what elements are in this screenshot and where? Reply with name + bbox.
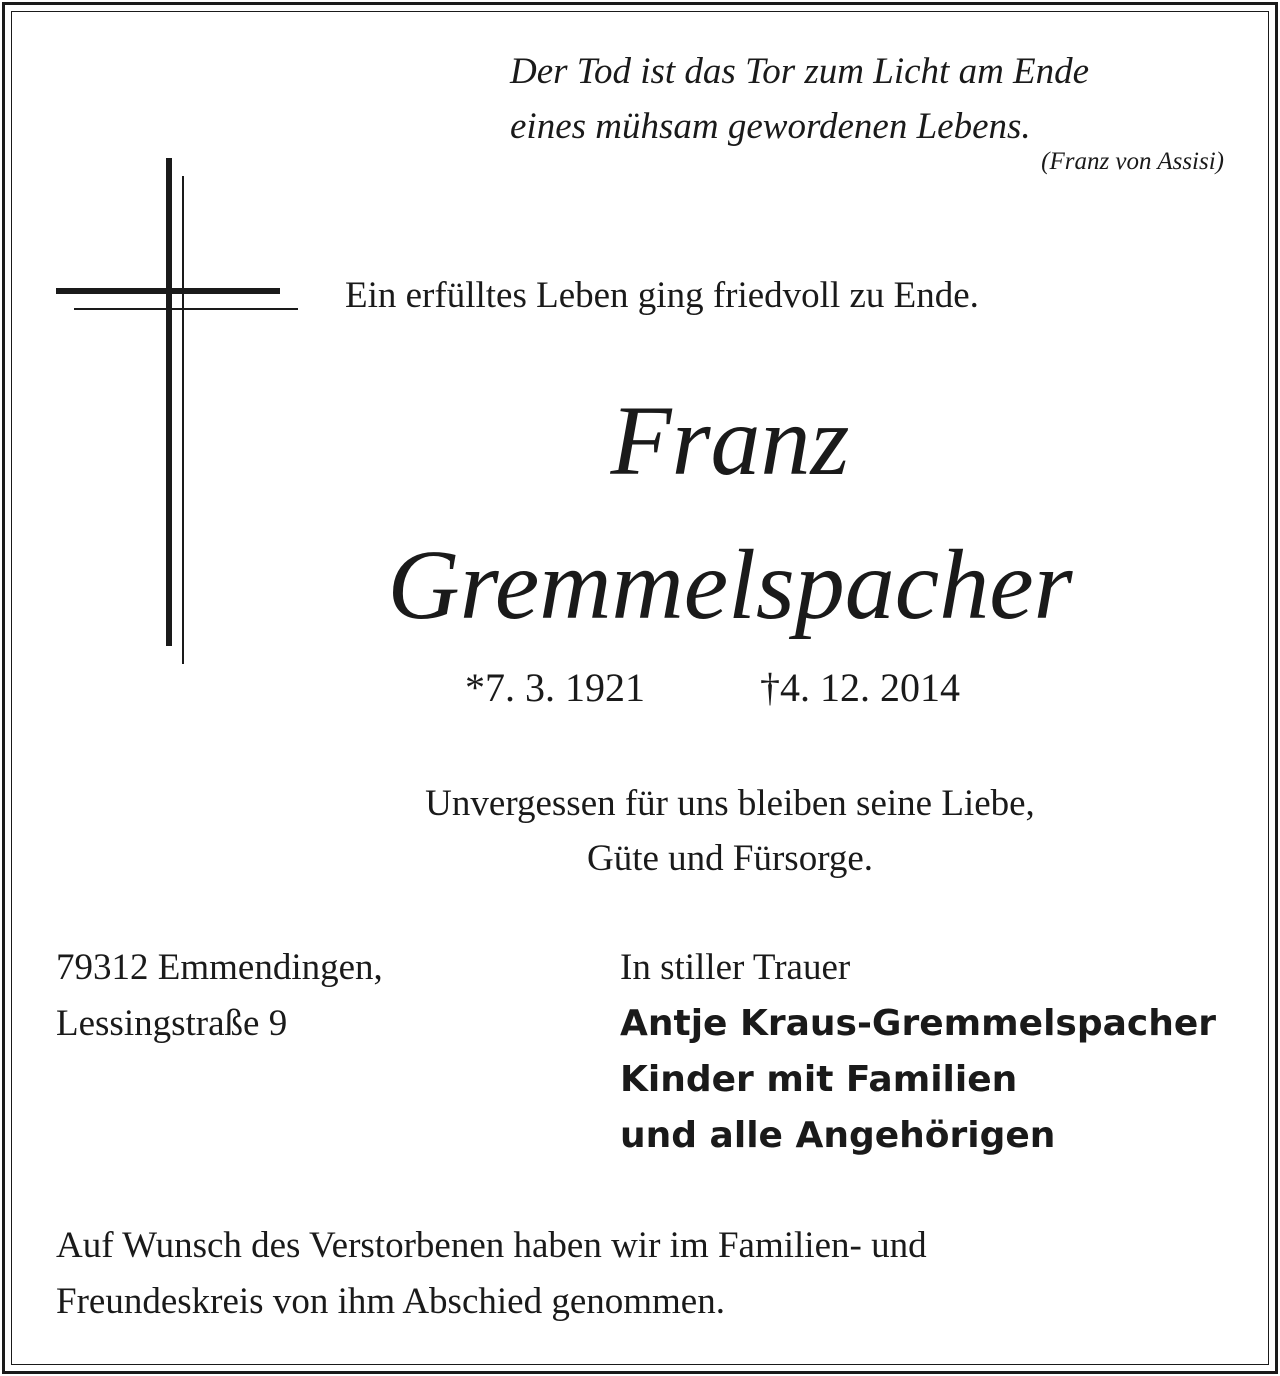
mourner-name-2: Kinder mit Familien — [620, 1059, 1018, 1100]
memory-text — [300, 776, 1160, 886]
cross-icon — [0, 0, 320, 680]
mourners-intro: In stiller Trauer — [620, 947, 851, 988]
closing-line-2: Freundeskreis von ihm Abschied genommen. — [56, 1281, 725, 1322]
quote-author: (Franz von Assisi) — [1041, 148, 1224, 175]
memory-line-2: Güte und Fürsorge. — [586, 838, 874, 879]
quote-line-1: Der Tod ist das Tor zum Licht am Ende — [510, 51, 1090, 92]
address-line-2: Lessingstraße 9 — [56, 1003, 288, 1044]
address — [56, 940, 383, 1052]
mourner-name-1: Antje Kraus-Gremmelspacher — [620, 1003, 1217, 1044]
closing-line-1: Auf Wunsch des Verstorbenen haben wir im Familien- und — [56, 1225, 927, 1266]
closing-text — [56, 1218, 927, 1330]
mourner-name-3: und alle Angehörigen — [620, 1115, 1056, 1156]
address-line-1: 79312 Emmendingen, — [56, 947, 383, 988]
memory-line-1: Unvergessen für uns bleiben seine Liebe, — [425, 783, 1035, 824]
deceased-first-name: Franz — [610, 385, 850, 496]
leadline: Ein erfülltes Leben ging friedvoll zu Ende. — [345, 275, 979, 316]
death-date: †4. 12. 2014 — [760, 665, 960, 710]
mourners-block — [620, 940, 1216, 1164]
deceased-last-name: Gremmelspacher — [387, 529, 1073, 640]
birth-date: *7. 3. 1921 — [465, 665, 645, 710]
quote-block — [470, 44, 1230, 154]
quote-line-2: eines mühsam gewordenen Lebens. — [510, 106, 1031, 147]
